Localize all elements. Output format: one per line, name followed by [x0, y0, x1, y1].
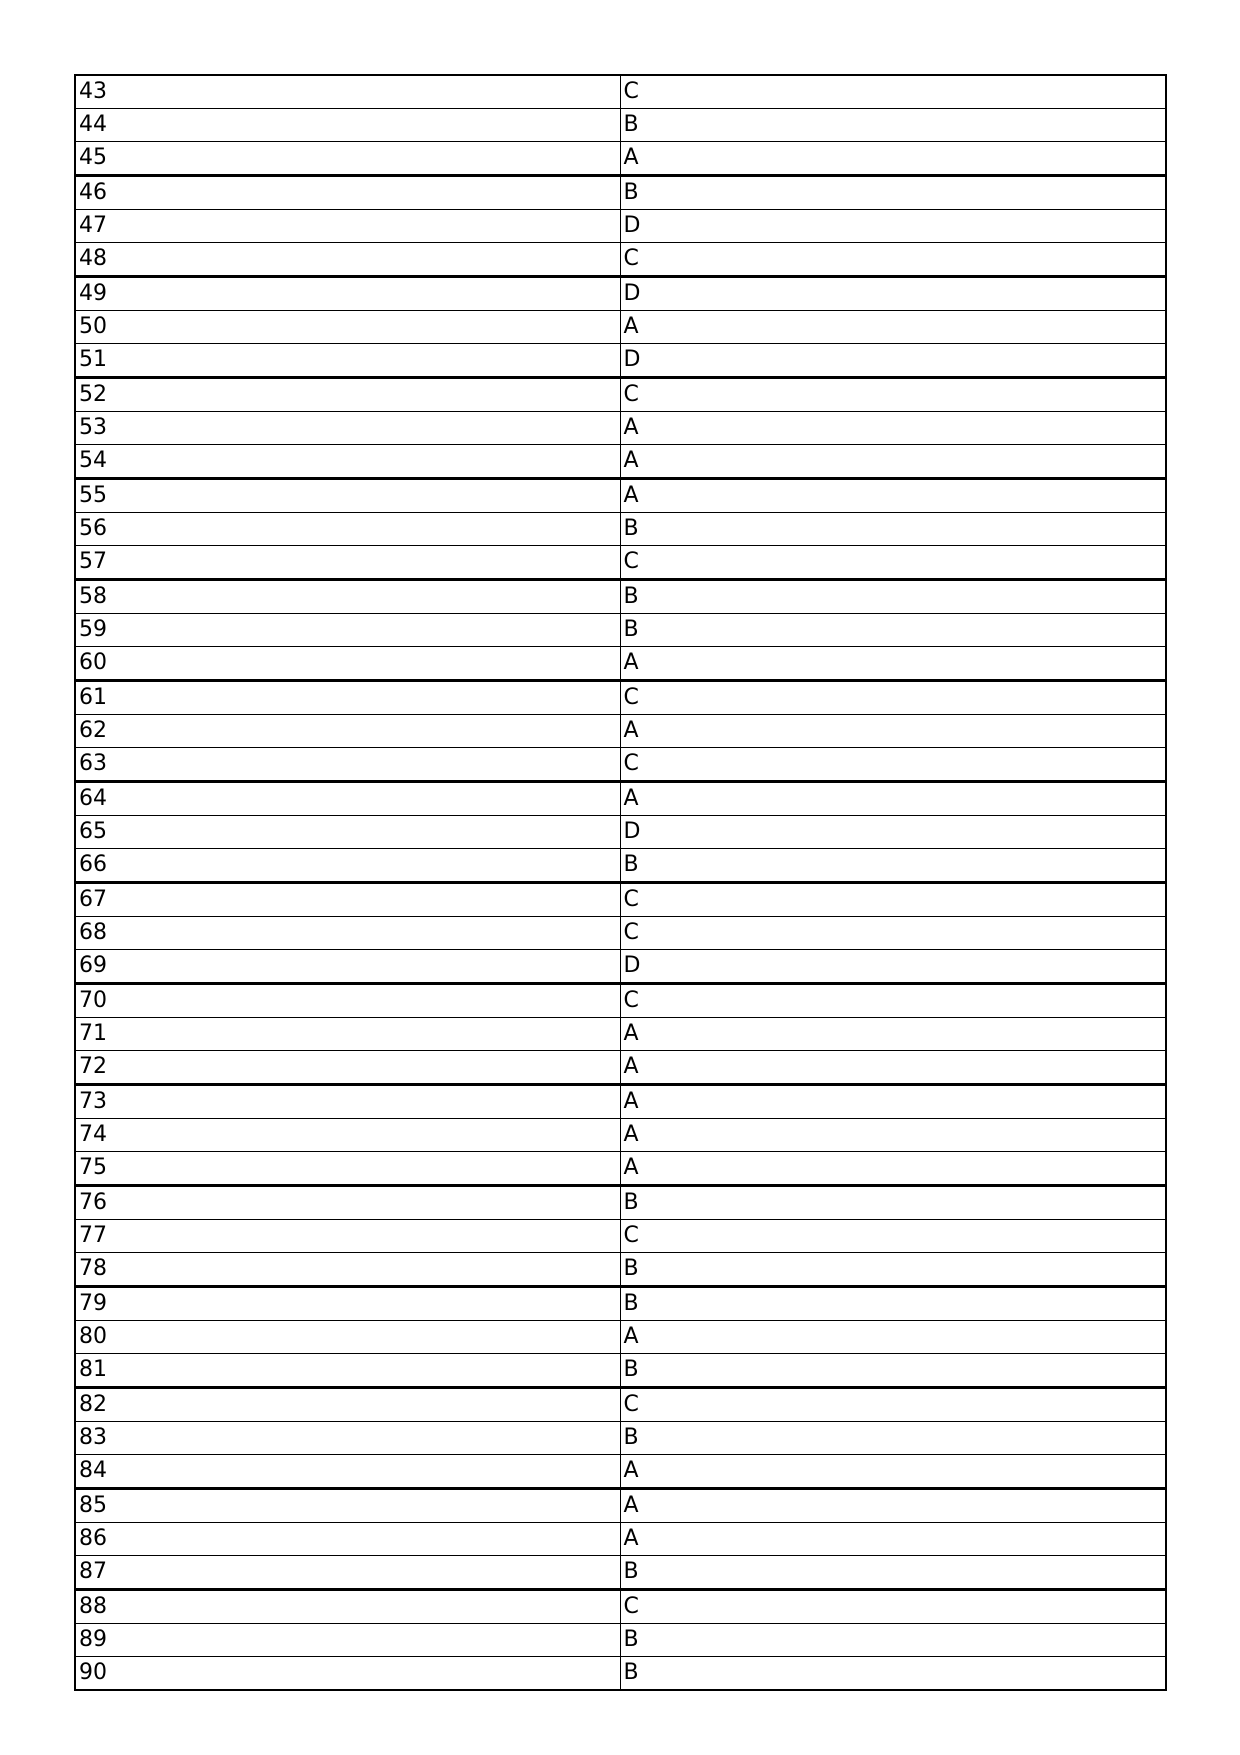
answer-table-body	[75, 75, 1166, 1690]
answer-cell: B	[620, 849, 1166, 883]
question-number-cell: 57	[75, 546, 620, 580]
table-row	[75, 1018, 1166, 1051]
answer-cell: D	[620, 950, 1166, 984]
answer-cell: A	[620, 1455, 1166, 1489]
table-row	[75, 1422, 1166, 1455]
answer-cell: B	[620, 1624, 1166, 1657]
question-number-cell: 71	[75, 1018, 620, 1051]
answer-cell: B	[620, 109, 1166, 142]
question-number-cell: 79	[75, 1287, 620, 1321]
answer-cell: A	[620, 1152, 1166, 1186]
question-number-cell: 46	[75, 176, 620, 210]
answer-cell: C	[620, 748, 1166, 782]
table-row	[75, 950, 1166, 984]
table-row	[75, 647, 1166, 681]
table-row	[75, 75, 1166, 109]
table-row	[75, 917, 1166, 950]
question-number-cell: 86	[75, 1523, 620, 1556]
question-number-cell: 69	[75, 950, 620, 984]
table-row	[75, 1388, 1166, 1422]
table-row	[75, 1624, 1166, 1657]
table-row	[75, 1455, 1166, 1489]
question-number-cell: 78	[75, 1253, 620, 1287]
question-number-cell: 60	[75, 647, 620, 681]
answer-key-table	[74, 74, 1167, 1691]
question-number-cell: 53	[75, 412, 620, 445]
answer-cell: C	[620, 1388, 1166, 1422]
question-number-cell: 56	[75, 513, 620, 546]
answer-cell: B	[620, 1354, 1166, 1388]
table-row	[75, 816, 1166, 849]
question-number-cell: 67	[75, 883, 620, 917]
answer-cell: A	[620, 142, 1166, 176]
table-row	[75, 1657, 1166, 1691]
table-row	[75, 782, 1166, 816]
question-number-cell: 73	[75, 1085, 620, 1119]
question-number-cell: 51	[75, 344, 620, 378]
answer-cell: B	[620, 614, 1166, 647]
answer-cell: C	[620, 1590, 1166, 1624]
answer-cell: A	[620, 715, 1166, 748]
question-number-cell: 59	[75, 614, 620, 647]
table-row	[75, 614, 1166, 647]
question-number-cell: 52	[75, 378, 620, 412]
table-row	[75, 1253, 1166, 1287]
table-row	[75, 715, 1166, 748]
question-number-cell: 75	[75, 1152, 620, 1186]
question-number-cell: 62	[75, 715, 620, 748]
table-row	[75, 1556, 1166, 1590]
table-row	[75, 412, 1166, 445]
answer-cell: C	[620, 243, 1166, 277]
answer-cell: C	[620, 984, 1166, 1018]
table-row	[75, 1119, 1166, 1152]
question-number-cell: 61	[75, 681, 620, 715]
table-row	[75, 681, 1166, 715]
answer-cell: B	[620, 1422, 1166, 1455]
question-number-cell: 80	[75, 1321, 620, 1354]
answer-cell: A	[620, 1119, 1166, 1152]
question-number-cell: 43	[75, 75, 620, 109]
table-row	[75, 109, 1166, 142]
answer-cell: A	[620, 1523, 1166, 1556]
table-row	[75, 1321, 1166, 1354]
table-row	[75, 277, 1166, 311]
table-row	[75, 513, 1166, 546]
table-row	[75, 1051, 1166, 1085]
answer-cell: B	[620, 1186, 1166, 1220]
question-number-cell: 64	[75, 782, 620, 816]
question-number-cell: 87	[75, 1556, 620, 1590]
question-number-cell: 54	[75, 445, 620, 479]
table-row	[75, 479, 1166, 513]
answer-cell: C	[620, 681, 1166, 715]
question-number-cell: 70	[75, 984, 620, 1018]
answer-cell: B	[620, 513, 1166, 546]
answer-cell: C	[620, 883, 1166, 917]
answer-cell: A	[620, 311, 1166, 344]
answer-cell: D	[620, 210, 1166, 243]
answer-cell: A	[620, 647, 1166, 681]
question-number-cell: 90	[75, 1657, 620, 1691]
answer-cell: D	[620, 277, 1166, 311]
table-row	[75, 1085, 1166, 1119]
answer-cell: B	[620, 1253, 1166, 1287]
answer-cell: C	[620, 546, 1166, 580]
table-row	[75, 1590, 1166, 1624]
answer-cell: A	[620, 412, 1166, 445]
answer-cell: B	[620, 176, 1166, 210]
table-row	[75, 1523, 1166, 1556]
answer-cell: B	[620, 1657, 1166, 1691]
answer-cell: B	[620, 1556, 1166, 1590]
answer-cell: D	[620, 344, 1166, 378]
answer-cell: C	[620, 378, 1166, 412]
question-number-cell: 89	[75, 1624, 620, 1657]
question-number-cell: 72	[75, 1051, 620, 1085]
answer-cell: C	[620, 1220, 1166, 1253]
question-number-cell: 84	[75, 1455, 620, 1489]
answer-cell: A	[620, 479, 1166, 513]
table-row	[75, 1287, 1166, 1321]
question-number-cell: 47	[75, 210, 620, 243]
table-row	[75, 1186, 1166, 1220]
table-row	[75, 1152, 1166, 1186]
question-number-cell: 55	[75, 479, 620, 513]
table-row	[75, 1354, 1166, 1388]
answer-cell: B	[620, 580, 1166, 614]
question-number-cell: 58	[75, 580, 620, 614]
question-number-cell: 83	[75, 1422, 620, 1455]
answer-cell: C	[620, 75, 1166, 109]
table-row	[75, 311, 1166, 344]
question-number-cell: 76	[75, 1186, 620, 1220]
question-number-cell: 49	[75, 277, 620, 311]
question-number-cell: 45	[75, 142, 620, 176]
answer-cell: A	[620, 1085, 1166, 1119]
question-number-cell: 85	[75, 1489, 620, 1523]
question-number-cell: 88	[75, 1590, 620, 1624]
table-row	[75, 1489, 1166, 1523]
table-row	[75, 445, 1166, 479]
table-row	[75, 1220, 1166, 1253]
table-row	[75, 142, 1166, 176]
table-row	[75, 849, 1166, 883]
table-row	[75, 344, 1166, 378]
table-row	[75, 210, 1166, 243]
question-number-cell: 63	[75, 748, 620, 782]
table-row	[75, 546, 1166, 580]
table-row	[75, 580, 1166, 614]
table-row	[75, 883, 1166, 917]
question-number-cell: 48	[75, 243, 620, 277]
answer-cell: A	[620, 1489, 1166, 1523]
question-number-cell: 65	[75, 816, 620, 849]
answer-cell: D	[620, 816, 1166, 849]
answer-cell: C	[620, 917, 1166, 950]
table-row	[75, 176, 1166, 210]
question-number-cell: 44	[75, 109, 620, 142]
answer-cell: A	[620, 1018, 1166, 1051]
question-number-cell: 82	[75, 1388, 620, 1422]
table-row	[75, 378, 1166, 412]
question-number-cell: 66	[75, 849, 620, 883]
answer-cell: A	[620, 445, 1166, 479]
question-number-cell: 68	[75, 917, 620, 950]
table-row	[75, 984, 1166, 1018]
question-number-cell: 77	[75, 1220, 620, 1253]
question-number-cell: 81	[75, 1354, 620, 1388]
answer-cell: A	[620, 1051, 1166, 1085]
question-number-cell: 50	[75, 311, 620, 344]
answer-cell: A	[620, 1321, 1166, 1354]
table-row	[75, 748, 1166, 782]
question-number-cell: 74	[75, 1119, 620, 1152]
answer-cell: B	[620, 1287, 1166, 1321]
table-row	[75, 243, 1166, 277]
answer-cell: A	[620, 782, 1166, 816]
